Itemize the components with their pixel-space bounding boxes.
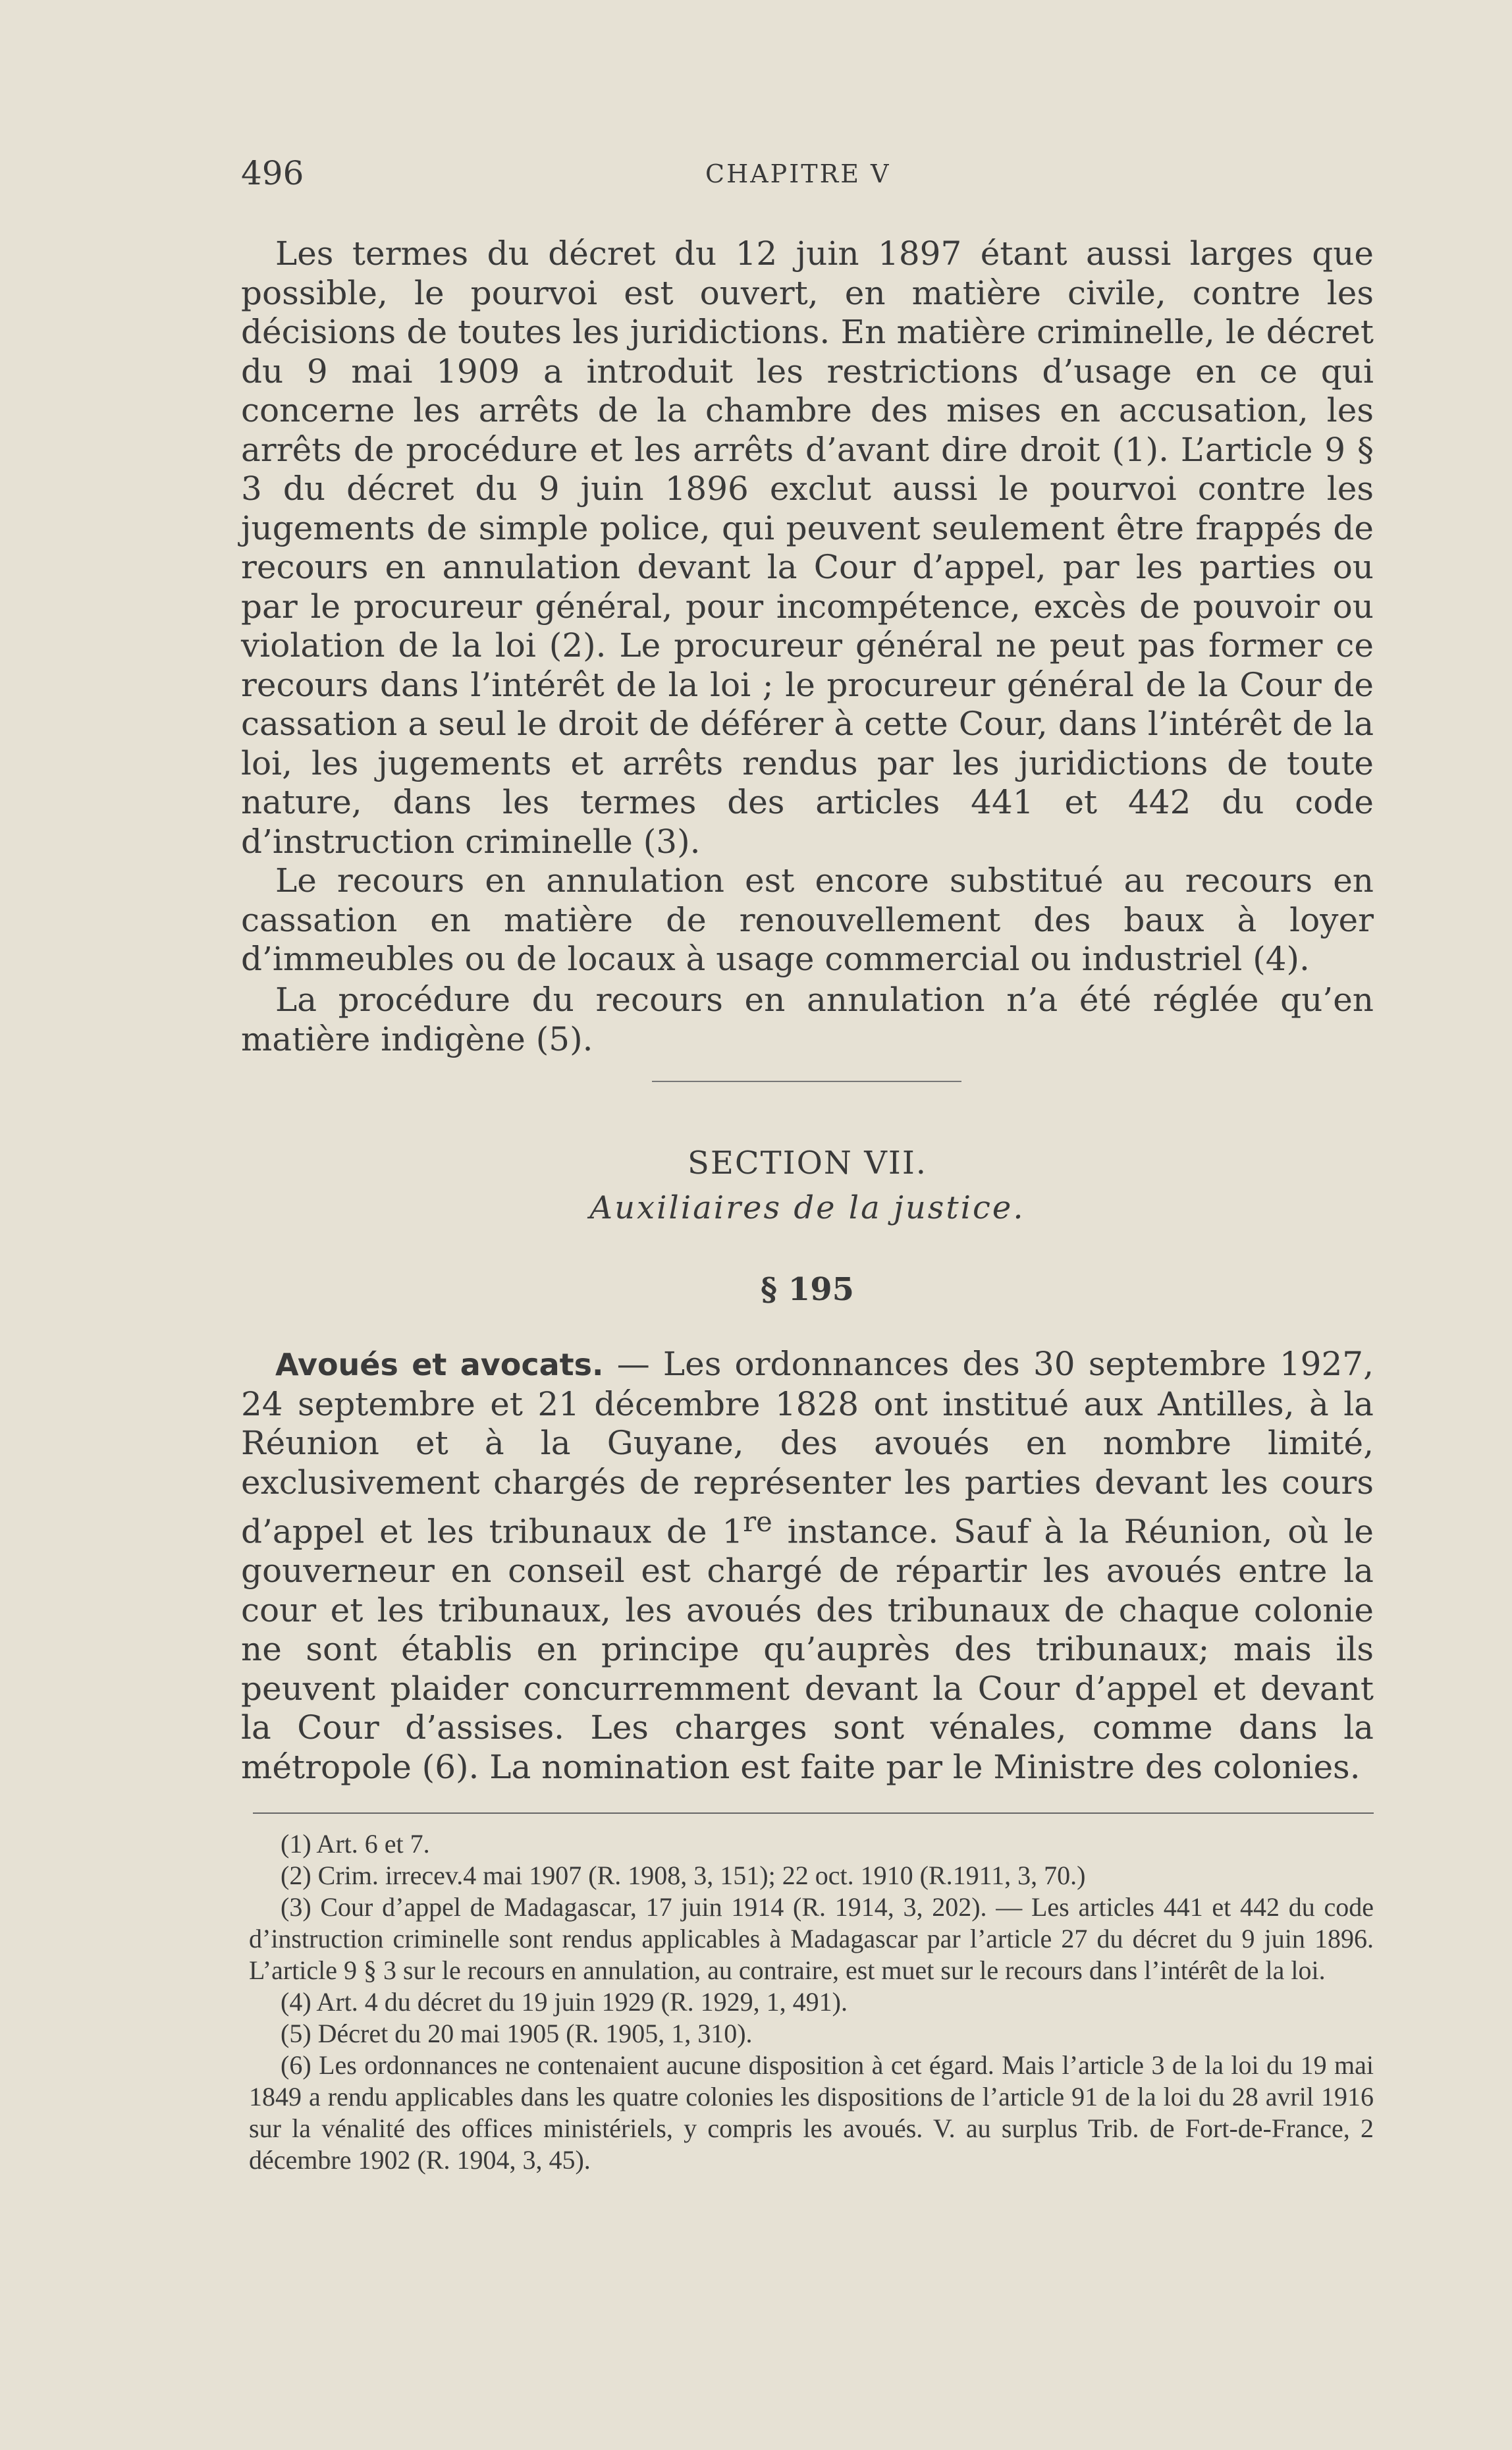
body-paragraph-3 [241,981,1374,1059]
page-number: 496 [241,154,304,192]
body-paragraph-1 [241,234,1374,861]
footnote-3: (3) Cour d’appel de Madagascar, 17 juin 1914 (R. 1914, 3, 202). — Les articles 441 et 442 du code d’instruction criminelle sont rendus applicables à Madagascar par l’article 27 du décret du 9 juin 1896. L’article 9 § 3 sur le recours en annulation, au contraire, est muet sur le recours dans l’intérêt de la loi. [249,1892,1374,1985]
footnote-1: (1) Art. 6 et 7. [281,1829,430,1859]
footnote-2: (2) Crim. irrecev.4 mai 1907 (R. 1908, 3, 151); 22 oct. 1910 (R.1911, 3, 70.) [281,1861,1086,1890]
footnote-5: (5) Décret du 20 mai 1905 (R. 1905, 1, 310). [281,2019,753,2048]
section-subtitle: Auxiliaires de la justice. [589,1189,1025,1226]
paragraph-text: Les termes du décret du 12 juin 1897 étant aussi larges que possible, le pourvoi est ouvert, en matière civile, contre les décisions de toutes les juridictions. En matière criminelle, le décret du 9 mai 1909 a introduit les restrictions d’usage en ce qui concerne les arrêts de la chambre des mises en accusation, les arrêts de procédure et les arrêts d’avant dire droit (1). L’article 9 § 3 du décret du 9 juin 1896 exclut aussi le pourvoi contre les jugements de simple police, qui peuvent seulement être frappés de recours en annulation devant la Cour d’appel, par les parties ou par le procureur général, pour incompétence, excès de pouvoir ou violation de la loi (2). Le procureur général ne peut pas former ce recours dans l’intérêt de la loi ; le procureur général de la Cour de cassation a seul le droit de déférer à cette Cour, dans l’intérêt de la loi, les jugements et arrêts rendus par les juridictions de toute nature, dans les termes des articles 441 et 442 du code d’instruction criminelle (3). [241,234,1374,861]
body-paragraph-4 [241,1345,1374,1787]
paragraph-text-part-2: instance. Sauf à la Réunion, où le gouverneur en conseil est chargé de répartir les avoués entre la cour et les tribunaux, les avoués des tribunaux de chaque colonie ne sont établis en principe qu’auprès des tribunaux; mais ils peuvent plaider concurremment devant la Cour d’appel et devant la Cour d’assises. Les charges sont vénales, comme dans la métropole (6). La nomination est faite par le Ministre des colonies. [241,1512,1374,1786]
footnote-6: (6) Les ordonnances ne contenaient aucune disposition à cet égard. Mais l’article 3 de la loi du 19 mai 1849 a rendu applicables dans les quatre colonies les dispositions de l’article 91 de la loi du 28 avril 1916 sur la vénalité des offices ministériels, y compris les avoués. V. au surplus Trib. de Fort-de-France, 2 décembre 1902 (R. 1904, 3, 45). [249,2050,1374,2175]
footnote-4: (4) Art. 4 du décret du 19 juin 1929 (R. 1929, 1, 491). [281,1987,848,2017]
page-header [241,154,1374,200]
paragraph-text-part-1: — Les ordonnances des 30 septembre 1927, 24 septembre et 21 décembre 1828 ont institué aux Antilles, à la Réunion et à la Guyane, des avoués en nombre limité, exclusivement chargés de représenter les parties devant les cours d’appel et les tribunaux de 1 [241,1345,1374,1551]
paragraph-text: Le recours en annulation est encore substitué au recours en cassation en matière de renouvellement des baux à loyer d’immeubles ou de locaux à usage commercial ou industriel (4). [241,861,1374,978]
section-divider [652,1081,961,1082]
paragraph-lead-heading: Avoués et avocats. [275,1347,604,1382]
ordinal-superscript: re [743,1506,772,1538]
footnote-divider [253,1812,1374,1814]
footnotes [249,1828,1374,2176]
running-head: CHAPITRE V [705,159,891,188]
paragraph-text [241,1345,1374,1787]
paragraph-text: La procédure du recours en annulation n’a été réglée qu’en matière indigène (5). [241,981,1374,1058]
section-number: § 195 [760,1271,854,1308]
section-title: SECTION VII. [687,1145,928,1182]
body-paragraph-2 [241,861,1374,979]
